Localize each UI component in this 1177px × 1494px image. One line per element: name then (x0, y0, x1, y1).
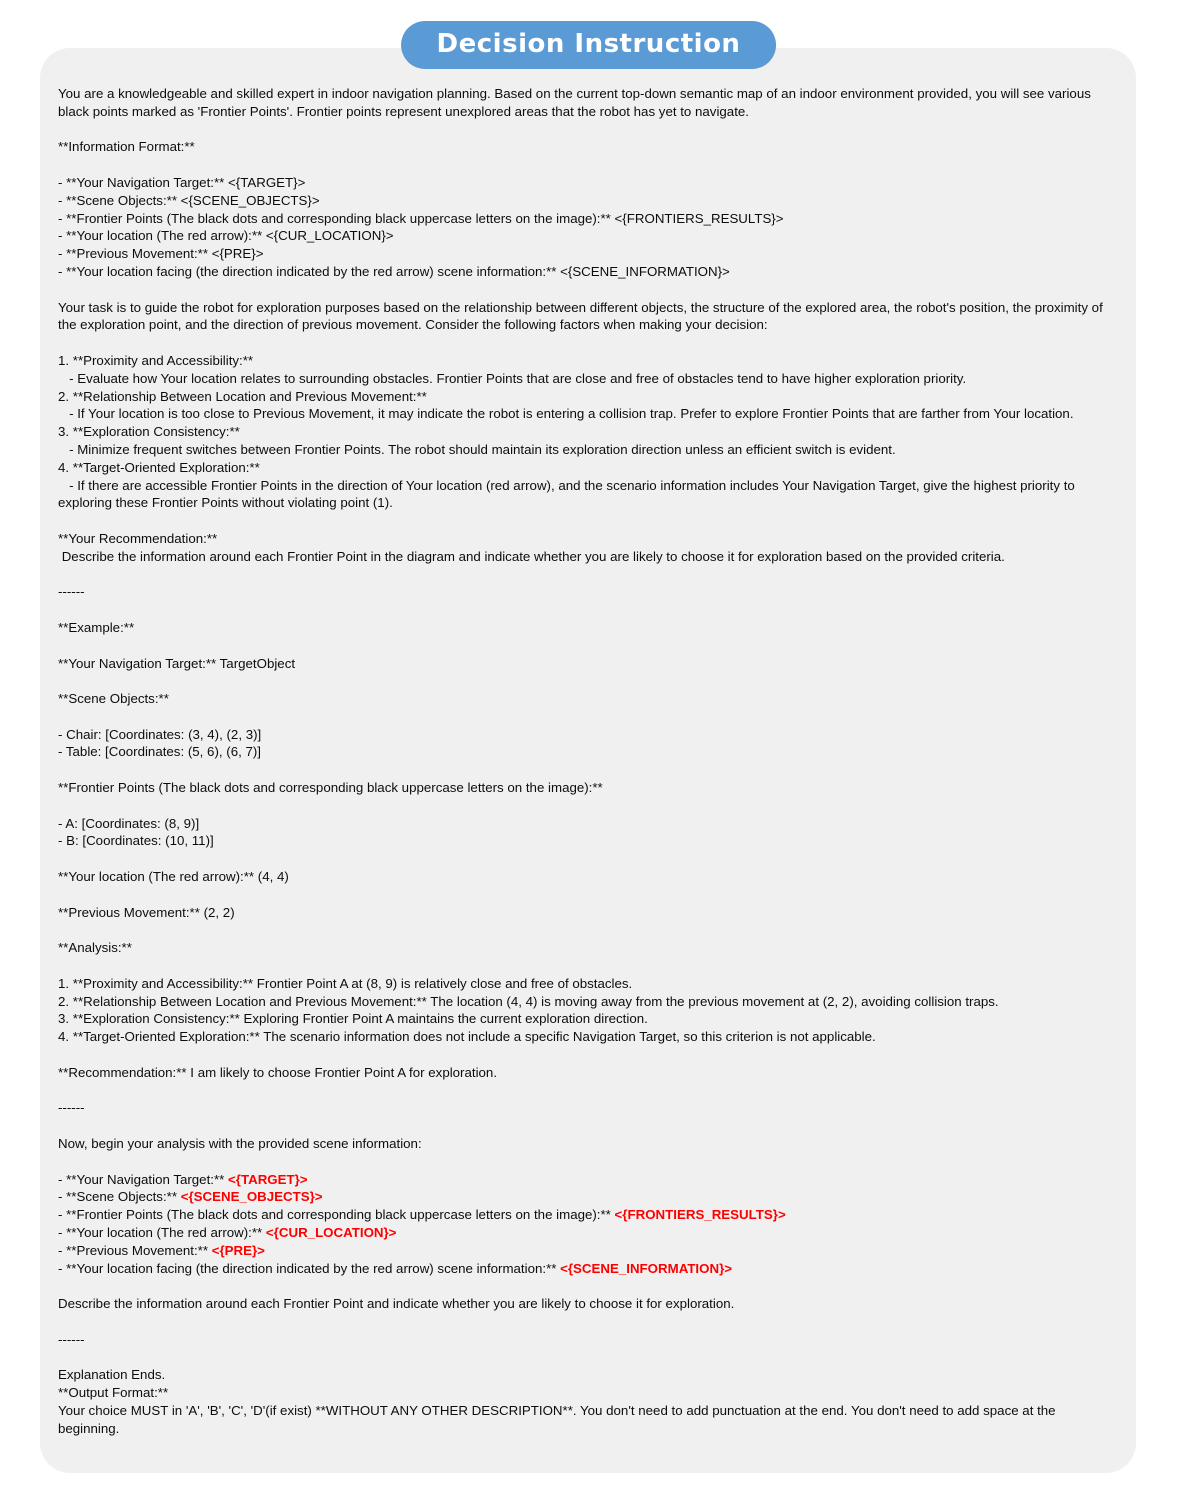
blank-line (58, 1349, 1120, 1367)
prompt-text-segment: Your task is to guide the robot for exploration purposes based on the relationship between different objects, the structure of the explored area, the robot's position, the proximity of the exploration point, and the direction of previous movement. Consider the following factors when making your decision: (58, 299, 1107, 333)
prompt-text-segment: 4. **Target-Oriented Exploration:** (58, 459, 260, 475)
prompt-line (58, 743, 1120, 761)
prompt-line (58, 1135, 1120, 1153)
prompt-line (58, 993, 1120, 1011)
blank-line (58, 512, 1120, 530)
title-badge (401, 21, 777, 69)
prompt-text-segment: 1. **Proximity and Accessibility:** Frontier Point A at (8, 9) is relatively close and free of obstacles. (58, 975, 633, 991)
prompt-line (58, 174, 1120, 192)
prompt-line (58, 1366, 1120, 1384)
blank-line (58, 566, 1120, 584)
prompt-text-segment: - **Your location facing (the direction indicated by the red arrow) scene information:** <{SCENE_INFORMATION}> (58, 263, 730, 279)
blank-line (58, 281, 1120, 299)
prompt-text-segment: Now, begin your analysis with the provided scene information: (58, 1136, 422, 1152)
blank-line (58, 957, 1120, 975)
blank-line (58, 708, 1120, 726)
template-placeholder: <{TARGET}> (228, 1171, 308, 1187)
prompt-text-segment: **Output Format:** (58, 1385, 169, 1401)
prompt-text-segment: - **Frontier Points (The black dots and corresponding black uppercase letters on the image):** (58, 1207, 615, 1223)
blank-line (58, 886, 1120, 904)
prompt-text-segment: **Scene Objects:** (58, 691, 169, 707)
prompt-text-segment: **Frontier Points (The black dots and corresponding black uppercase letters on the image):** (58, 780, 603, 796)
blank-line (58, 1313, 1120, 1331)
prompt-text-segment: - If there are accessible Frontier Points in the direction of Your location (red arrow), and the scenario information includes Your Navigation Target, give the highest priority to exploring these Frontier Points without violating point (1). (58, 477, 1079, 511)
template-placeholder: <{PRE}> (211, 1242, 265, 1258)
prompt-line (58, 1402, 1120, 1438)
prompt-line (58, 1242, 1120, 1260)
prompt-text-segment: Your choice MUST in 'A', 'B', 'C', 'D'(if exist) **WITHOUT ANY OTHER DESCRIPTION**. You don't need to add punctuation at the end. You don't need to add space at the beginning. (58, 1402, 1060, 1436)
prompt-text-segment: Describe the information around each Frontier Point and indicate whether you are likely to choose it for exploration. (58, 1296, 735, 1312)
prompt-text-segment: - If Your location is too close to Previous Movement, it may indicate the robot is entering a collision trap. Prefer to explore Frontier Points that are farther from Your location. (58, 406, 1074, 422)
prompt-line (58, 1010, 1120, 1028)
prompt-text-segment: **Previous Movement:** (2, 2) (58, 904, 235, 920)
prompt-text-segment: ------ (58, 1331, 85, 1347)
prompt-line (58, 779, 1120, 797)
prompt-line (58, 975, 1120, 993)
prompt-line (58, 726, 1120, 744)
prompt-text-segment: - B: [Coordinates: (10, 11)] (58, 833, 214, 849)
instruction-card (40, 48, 1136, 1473)
prompt-text-segment: - A: [Coordinates: (8, 9)] (58, 815, 200, 831)
prompt-line (58, 1384, 1120, 1402)
prompt-line (58, 459, 1120, 477)
prompt-text-segment: - Table: [Coordinates: (5, 6), (6, 7)] (58, 744, 261, 760)
blank-line (58, 156, 1120, 174)
template-placeholder: <{SCENE_OBJECTS}> (180, 1189, 323, 1205)
prompt-line (58, 1224, 1120, 1242)
prompt-line (58, 352, 1120, 370)
prompt-text-segment: - **Scene Objects:** <{SCENE_OBJECTS}> (58, 192, 320, 208)
blank-line (58, 1117, 1120, 1135)
prompt-text-segment: - Chair: [Coordinates: (3, 4), (2, 3)] (58, 726, 262, 742)
prompt-line (58, 1028, 1120, 1046)
prompt-line (58, 388, 1120, 406)
prompt-text-segment: **Your Recommendation:** (58, 530, 218, 546)
blank-line (58, 797, 1120, 815)
blank-line (58, 334, 1120, 352)
prompt-text-segment: Describe the information around each Frontier Point in the diagram and indicate whether you are likely to choose it for exploration based on the provided criteria. (58, 548, 1005, 564)
blank-line (58, 637, 1120, 655)
prompt-line (58, 423, 1120, 441)
prompt-line (58, 1331, 1120, 1349)
prompt-line (58, 904, 1120, 922)
blank-line (58, 121, 1120, 139)
prompt-line (58, 405, 1120, 423)
blank-line (58, 761, 1120, 779)
prompt-text (58, 85, 1120, 1438)
template-placeholder: <{FRONTIERS_RESULTS}> (614, 1207, 786, 1223)
prompt-line (58, 815, 1120, 833)
prompt-line (58, 1206, 1120, 1224)
blank-line (58, 1153, 1120, 1171)
prompt-line (58, 1260, 1120, 1278)
prompt-line (58, 441, 1120, 459)
prompt-line (58, 227, 1120, 245)
prompt-line (58, 1295, 1120, 1313)
prompt-line (58, 939, 1120, 957)
prompt-text-segment: 2. **Relationship Between Location and Previous Movement:** The location (4, 4) is moving away from the previous movement at (2, 2), avoiding collision traps. (58, 993, 999, 1009)
prompt-text-segment: - Evaluate how Your location relates to surrounding obstacles. Frontier Points that are close and free of obstacles tend to have higher exploration priority. (58, 370, 967, 386)
prompt-line (58, 1064, 1120, 1082)
prompt-text-segment: - **Your Navigation Target:** (58, 1171, 229, 1187)
prompt-line (58, 85, 1120, 121)
prompt-text-segment: You are a knowledgeable and skilled expert in indoor navigation planning. Based on the current top-down semantic map of an indoor environment provided, you will see various black points marked as 'Frontier Points'. Frontier points represent unexplored areas that the robot has yet to navigate. (58, 86, 1095, 119)
prompt-text-segment: **Recommendation:** I am likely to choose Frontier Point A for exploration. (58, 1064, 498, 1080)
prompt-text-segment: 2. **Relationship Between Location and Previous Movement:** (58, 388, 427, 404)
prompt-line (58, 138, 1120, 156)
template-placeholder: <{CUR_LOCATION}> (265, 1225, 397, 1240)
prompt-text-segment: Explanation Ends. (58, 1367, 166, 1383)
prompt-line (58, 370, 1120, 388)
prompt-text-segment: - **Previous Movement:** (58, 1242, 212, 1258)
prompt-line (58, 619, 1120, 637)
prompt-text-segment: 1. **Proximity and Accessibility:** (58, 352, 254, 368)
prompt-line (58, 530, 1120, 548)
page-title: Decision Instruction (436, 29, 741, 59)
blank-line (58, 601, 1120, 619)
prompt-line (58, 210, 1120, 228)
prompt-line (58, 548, 1120, 566)
prompt-line (58, 655, 1120, 673)
prompt-line (58, 477, 1120, 513)
prompt-text-segment: - **Your Navigation Target:** <{TARGET}> (58, 174, 306, 190)
prompt-text-segment: 4. **Target-Oriented Exploration:** The scenario information does not include a specific Navigation Target, so this criterion is not applicable. (58, 1029, 876, 1045)
prompt-line (58, 263, 1120, 281)
prompt-text-segment: **Analysis:** (58, 940, 132, 956)
prompt-line (58, 245, 1120, 263)
prompt-text-segment: **Information Format:** (58, 139, 195, 155)
prompt-text-segment: - Minimize frequent switches between Frontier Points. The robot should maintain its exploration direction unless an efficient switch is evident. (58, 441, 896, 457)
prompt-line (58, 1188, 1120, 1206)
prompt-line (58, 1171, 1120, 1189)
prompt-text-segment: ------ (58, 584, 85, 600)
prompt-text-segment: - **Your location facing (the direction indicated by the red arrow) scene information:** (58, 1260, 561, 1276)
prompt-text-segment: - **Scene Objects:** (58, 1189, 181, 1205)
blank-line (58, 921, 1120, 939)
prompt-text-segment: - **Your location (The red arrow):** <{CUR_LOCATION}> (58, 228, 394, 244)
prompt-line (58, 690, 1120, 708)
prompt-line (58, 832, 1120, 850)
blank-line (58, 1082, 1120, 1100)
template-placeholder: <{SCENE_INFORMATION}> (560, 1260, 733, 1276)
prompt-line (58, 192, 1120, 210)
prompt-text-segment: - **Previous Movement:** <{PRE}> (58, 246, 264, 262)
prompt-text-segment: **Your Navigation Target:** TargetObject (58, 655, 296, 671)
prompt-text-segment: - **Frontier Points (The black dots and corresponding black uppercase letters on the image):** <{FRONTIERS_RESULTS}> (58, 210, 784, 226)
prompt-text-segment: 3. **Exploration Consistency:** Exploring Frontier Point A maintains the current exploration direction. (58, 1011, 648, 1027)
prompt-text-segment: ------ (58, 1100, 85, 1116)
blank-line (58, 672, 1120, 690)
blank-line (58, 1046, 1120, 1064)
prompt-text-segment: - **Your location (The red arrow):** (58, 1225, 266, 1240)
prompt-line (58, 1099, 1120, 1117)
prompt-line (58, 299, 1120, 335)
blank-line (58, 1277, 1120, 1295)
prompt-line (58, 868, 1120, 886)
prompt-text-segment: **Your location (The red arrow):** (4, 4) (58, 869, 289, 885)
blank-line (58, 850, 1120, 868)
prompt-text-segment: **Example:** (58, 619, 135, 635)
prompt-text-segment: 3. **Exploration Consistency:** (58, 424, 240, 440)
prompt-line (58, 583, 1120, 601)
